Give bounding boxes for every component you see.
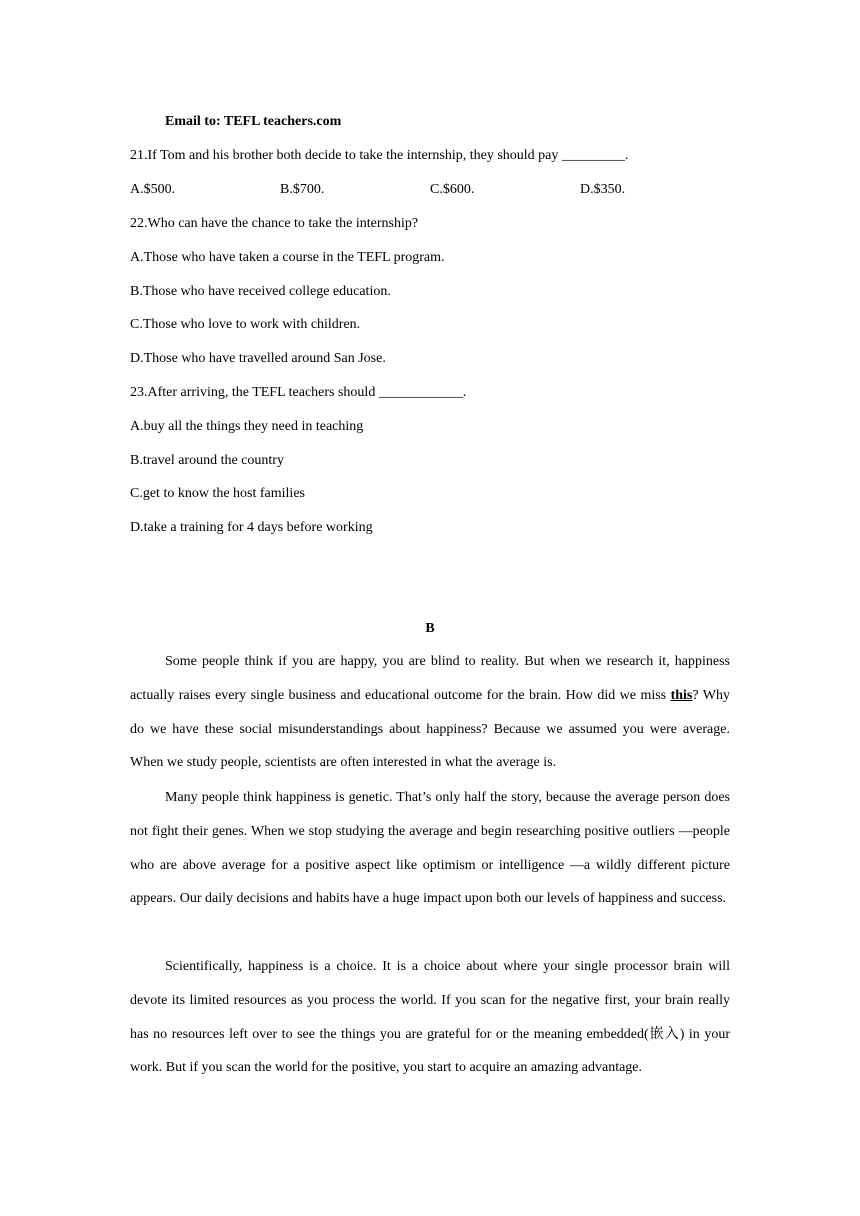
question-21-options <box>130 181 730 199</box>
question-22-option-b: B.Those who have received college education. <box>130 284 391 299</box>
question-22-option-a: A.Those who have taken a course in the TEFL program. <box>130 250 445 265</box>
question-23-option-c: C.get to know the host families <box>130 486 305 501</box>
section-b-paragraph-1 <box>130 645 730 780</box>
option-d: D.$350. <box>580 182 626 197</box>
paragraph-1-text-start: Some people think if you are happy, you are blind to reality. But when we research it, happiness actually raises every single business and educational outcome for the brain. How did we miss <box>130 654 730 703</box>
section-b-paragraph-2: Many people think happiness is genetic. That’s only half the story, because the average person does not fight their genes. When we stop studying the average and begin researching positive outliers —people who are above average for a positive aspect like optimism or intelligence —a wildly different picture appears. Our daily decisions and habits have a huge impact upon both our levels of happiness and success. <box>130 790 730 907</box>
question-21-stem: 21.If Tom and his brother both decide to take the internship, they should pay _________. <box>130 148 629 163</box>
section-b-paragraph-3: Scientifically, happiness is a choice. It is a choice about where your single processor brain will devote its limited resources as you process the world. If you scan for the negative first, your brain really has no resources left over to see the things you are grateful for or the meaning embedded(嵌入) in your work. But if you scan the world for the positive, you start to acquire an amazing advantage. <box>130 959 730 1076</box>
question-23-option-d: D.take a training for 4 days before working <box>130 520 373 535</box>
option-b: B.$700. <box>280 182 325 197</box>
question-22-option-d: D.Those who have travelled around San Jose. <box>130 351 386 366</box>
section-b-heading: B <box>425 621 435 636</box>
paragraph-1-text-end: ? Why do we have these social misunderstandings about happiness? Because we assumed you were average. When we study people, scientists are often interested in what the average is. <box>130 687 730 771</box>
question-23-option-b: B.travel around the country <box>130 453 284 468</box>
question-23-stem: 23.After arriving, the TEFL teachers should ____________. <box>130 385 467 400</box>
option-c: C.$600. <box>430 182 475 197</box>
question-22-option-c: C.Those who love to work with children. <box>130 317 361 332</box>
email-header: Email to: TEFL teachers.com <box>165 114 342 129</box>
highlighted-word-this: this <box>670 687 693 703</box>
option-a: A.$500. <box>130 182 176 197</box>
question-22-stem: 22.Who can have the chance to take the internship? <box>130 216 419 231</box>
question-23-option-a: A.buy all the things they need in teaching <box>130 419 364 434</box>
